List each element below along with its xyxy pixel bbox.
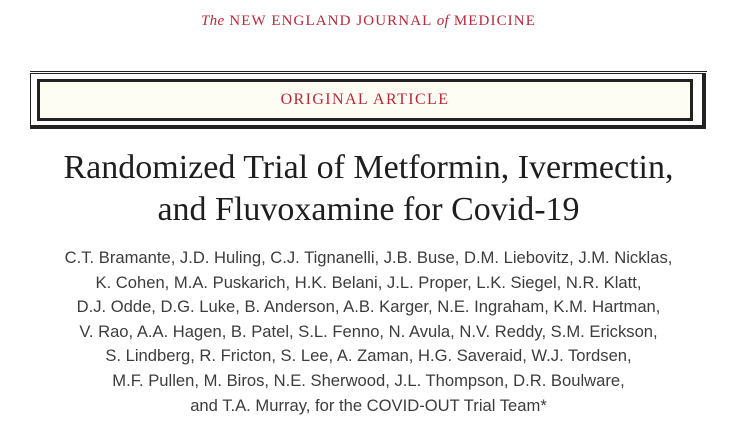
author-line-3: D.J. Odde, D.G. Luke, B. Anderson, A.B. Karger, N.E. Ingraham, K.M. Hartman, xyxy=(76,297,661,317)
author-line-4: V. Rao, A.A. Hagen, B. Patel, S.L. Fenno, N. Avula, N.V. Reddy, S.M. Erickson, xyxy=(79,321,658,341)
article-type-label: ORIGINAL ARTICLE xyxy=(280,91,450,108)
masthead-the: The xyxy=(201,13,225,29)
author-list xyxy=(0,246,737,418)
masthead-name-part1: NEW ENGLAND JOURNAL xyxy=(229,13,432,29)
author-line-5: S. Lindberg, R. Fricton, S. Lee, A. Zaman, H.G. Saveraid, W.J. Tordsen, xyxy=(105,346,632,366)
title-line-1: Randomized Trial of Metformin, Ivermectin, xyxy=(63,149,674,186)
masthead-of: of xyxy=(436,13,449,29)
article-type-banner-inner xyxy=(37,79,693,121)
author-line-1: C.T. Bramante, J.D. Huling, C.J. Tignanelli, J.B. Buse, D.M. Liebovitz, J.M. Nicklas, xyxy=(64,248,673,267)
article-title xyxy=(0,147,737,231)
article-type-banner xyxy=(30,73,706,129)
journal-masthead xyxy=(0,11,737,31)
author-line-6: M.F. Pullen, M. Biros, N.E. Sherwood, J.L. Thompson, D.R. Boulware, xyxy=(112,370,625,390)
title-line-2: and Fluvoxamine for Covid-19 xyxy=(157,191,580,228)
header-rule xyxy=(30,71,707,72)
author-line-7: and T.A. Murray, for the COVID-OUT Trial Team* xyxy=(190,395,547,415)
author-line-2: K. Cohen, M.A. Puskarich, H.K. Belani, J.L. Proper, L.K. Siegel, N.R. Klatt, xyxy=(95,272,642,292)
masthead-name-part2: MEDICINE xyxy=(453,13,536,29)
